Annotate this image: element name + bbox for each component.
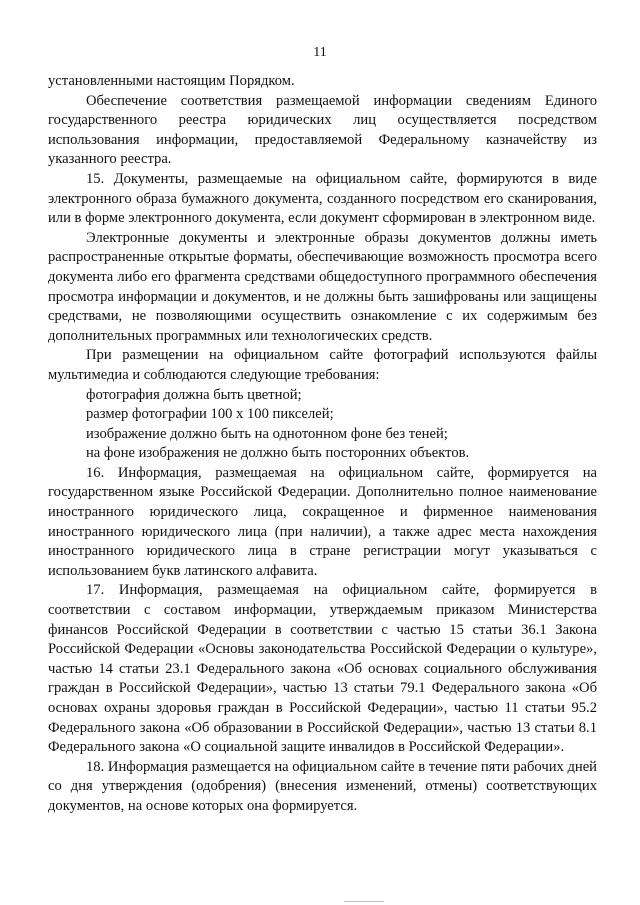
list-item-photo-color: фотография должна быть цветной; bbox=[86, 386, 302, 403]
scan-artifact bbox=[344, 901, 384, 902]
paragraph-continuation: установленными настоящим Порядком. bbox=[48, 73, 295, 89]
list-item-photo-background: изображение должно быть на однотонном фоне без теней; bbox=[86, 425, 448, 442]
page-number: 11 bbox=[313, 45, 327, 60]
paragraph-electronic-formats: Электронные документы и электронные образы документов должны иметь распространенные открытые форматы, обеспечивающие возможность просмотра всего документа либо его фрагмента средствами общедоступного программного обеспечения просмотра информации и документов, и не должны быть зашифрованы или защищены средствами, не позволяющими осуществить ознакомление с их содержимым без дополнительных программных или технологических средств. bbox=[48, 229, 597, 344]
paragraph-egrul-compliance: Обеспечение соответствия размещаемой информации сведениям Единого государственного реестра юридических лиц осуществляется посредством использования информации, предоставляемой Федеральному казначейству из указанного реестра. bbox=[48, 92, 597, 168]
list-item-photo-size: размер фотографии 100 x 100 пикселей; bbox=[86, 406, 334, 423]
document-body bbox=[48, 72, 597, 817]
list-item-photo-no-objects: на фоне изображения не должно быть посторонних объектов. bbox=[86, 445, 470, 462]
paragraph-photo-requirements: При размещении на официальном сайте фотографий используются файлы мультимедиа и соблюдаются следующие требования: bbox=[48, 347, 597, 383]
paragraph-item-17: 17. Информация, размещаемая на официальном сайте, формируется в соответствии с составом информации, утверждаемым приказом Министерства финансов Российской Федерации в соответствии с частью 15 статьи 36.1 Закона Российской Федерации «Основы законодательства Российской Федерации о культуре», частью 14 статьи 23.1 Федерального закона «Об основах социального обслуживания граждан в Российской Федерации», частью 13 статьи 79.1 Федерального закона «Об основах охраны здоровья граждан в Российской Федерации», частью 11 статьи 95.2 Федерального закона «Об образовании в Российской Федерации», частью 13 статьи 8.1 Федерального закона «О социальной защите инвалидов в Российской Федерации». bbox=[48, 582, 597, 756]
paragraph-item-16: 16. Информация, размещаемая на официальном сайте, формируется на государственном языке Российской Федерации. Дополнительно полное наименование иностранного юридического лица, сокращенное и фирменное наименования иностранного юридического лица (при наличии), а также адрес места нахождения иностранного юридического лица в стране регистрации могут указываться с использованием букв латинского алфавита. bbox=[48, 464, 597, 579]
paragraph-item-15: 15. Документы, размещаемые на официальном сайте, формируются в виде электронного образа бумажного документа, созданного посредством его сканирования, или в форме электронного документа, если документ сформирован в электронном виде. bbox=[48, 170, 597, 227]
paragraph-item-18: 18. Информация размещается на официальном сайте в течение пяти рабочих дней со дня утверждения (одобрения) (внесения изменений, отмены) соответствующих документов, на основе которых она формируется. bbox=[48, 758, 597, 814]
